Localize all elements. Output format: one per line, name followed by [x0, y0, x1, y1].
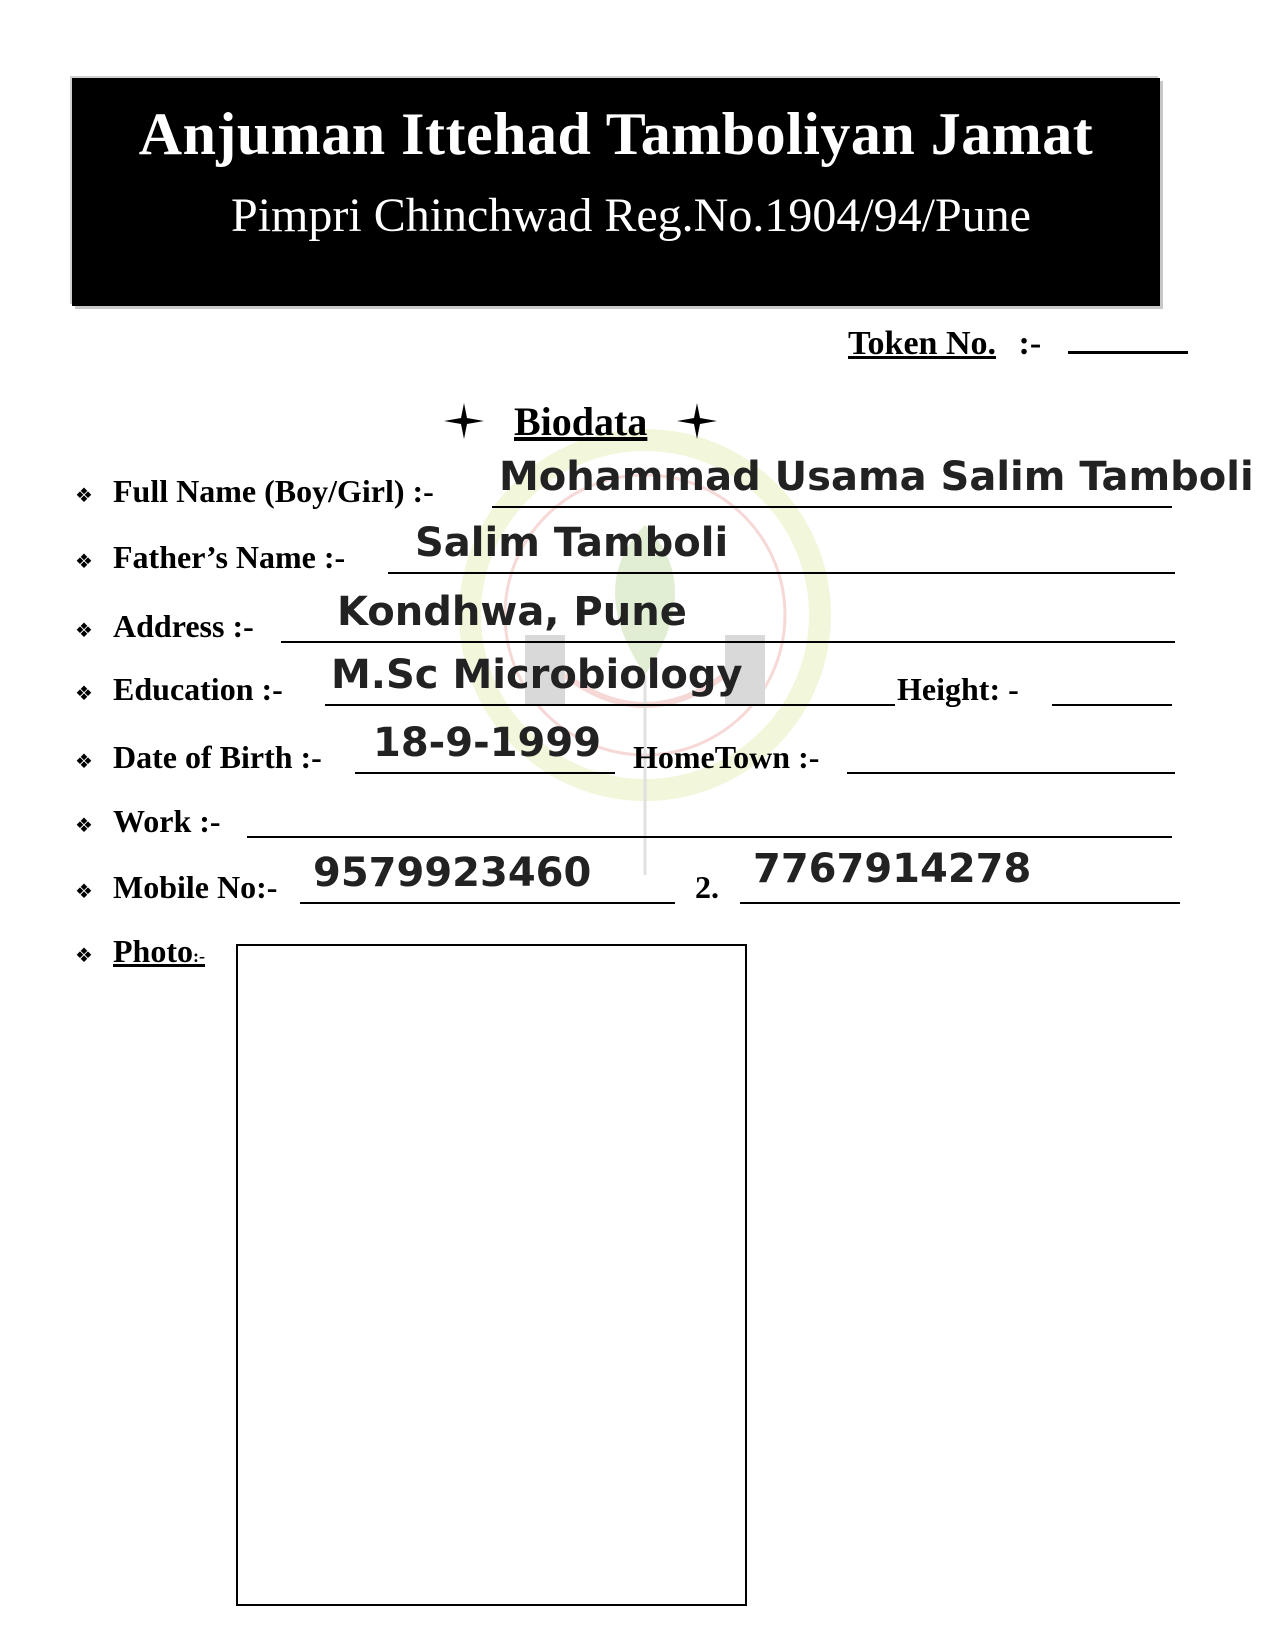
- bullet-icon: ❖: [75, 815, 93, 837]
- father-name-value[interactable]: Salim Tamboli: [415, 520, 729, 566]
- height-label: Height: -: [897, 671, 1019, 707]
- dob-line[interactable]: [355, 772, 615, 774]
- token-blank-line[interactable]: [1068, 325, 1188, 354]
- mobile2-line[interactable]: [740, 902, 1180, 904]
- bullet-icon: ❖: [75, 881, 93, 903]
- work-row: [75, 792, 1225, 844]
- bullet-icon: ❖: [75, 945, 93, 967]
- photo-label: [113, 933, 205, 970]
- dob-row: [75, 720, 1225, 780]
- token-number: [848, 325, 1188, 363]
- full-name-line[interactable]: [492, 506, 1172, 508]
- education-row: [75, 652, 1225, 712]
- organization-subtitle: Pimpri Chinchwad Reg.No.1904/94/Pune: [231, 189, 1031, 242]
- mobile-label: Mobile No:-: [113, 869, 278, 905]
- mobile-line[interactable]: [300, 902, 675, 904]
- work-label: Work :-: [113, 803, 221, 839]
- photo-label-suffix: :-: [193, 946, 205, 966]
- biodata-heading: [440, 397, 721, 445]
- address-line[interactable]: [281, 641, 1175, 643]
- bullet-icon: ❖: [75, 485, 93, 507]
- bullet-icon: ❖: [75, 751, 93, 773]
- address-value[interactable]: Kondhwa, Pune: [337, 589, 687, 635]
- work-line[interactable]: [247, 836, 1172, 838]
- education-label: Education :-: [113, 671, 283, 707]
- token-label: Token No.: [848, 325, 997, 362]
- education-line[interactable]: [325, 704, 895, 706]
- height-line[interactable]: [1052, 704, 1172, 706]
- bullet-icon: ❖: [75, 620, 93, 642]
- mobile-row: [75, 846, 1225, 910]
- dob-value[interactable]: 18-9-1999: [373, 720, 602, 766]
- photo-box[interactable]: [236, 944, 747, 1606]
- address-label: Address :-: [113, 608, 254, 644]
- bullet-icon: ❖: [75, 683, 93, 705]
- biodata-title: Biodata: [514, 398, 648, 444]
- token-separator: :-: [1018, 325, 1042, 362]
- photo-label-text: Photo: [113, 933, 193, 969]
- father-name-row: [75, 520, 1225, 580]
- hometown-label: HomeTown :-: [633, 739, 820, 775]
- organization-title: Anjuman Ittehad Tamboliyan Jamat: [138, 101, 1094, 167]
- header-banner: [72, 78, 1160, 306]
- bullet-icon: ❖: [75, 551, 93, 573]
- star-icon: [440, 397, 488, 445]
- dob-label: Date of Birth :-: [113, 739, 322, 775]
- father-name-line[interactable]: [388, 572, 1175, 574]
- father-name-label: Father’s Name :-: [113, 539, 346, 575]
- hometown-line[interactable]: [847, 772, 1175, 774]
- full-name-row: [75, 454, 1254, 514]
- address-row: [75, 589, 1225, 649]
- mobile2-value[interactable]: 7767914278: [753, 846, 1032, 892]
- star-icon: [673, 397, 721, 445]
- full-name-value[interactable]: Mohammad Usama Salim Tamboli: [499, 454, 1254, 500]
- mobile-value[interactable]: 9579923460: [313, 850, 592, 896]
- education-value[interactable]: M.Sc Microbiology: [331, 652, 743, 698]
- full-name-label: Full Name (Boy/Girl) :-: [113, 473, 434, 509]
- mobile2-label: 2.: [695, 869, 719, 905]
